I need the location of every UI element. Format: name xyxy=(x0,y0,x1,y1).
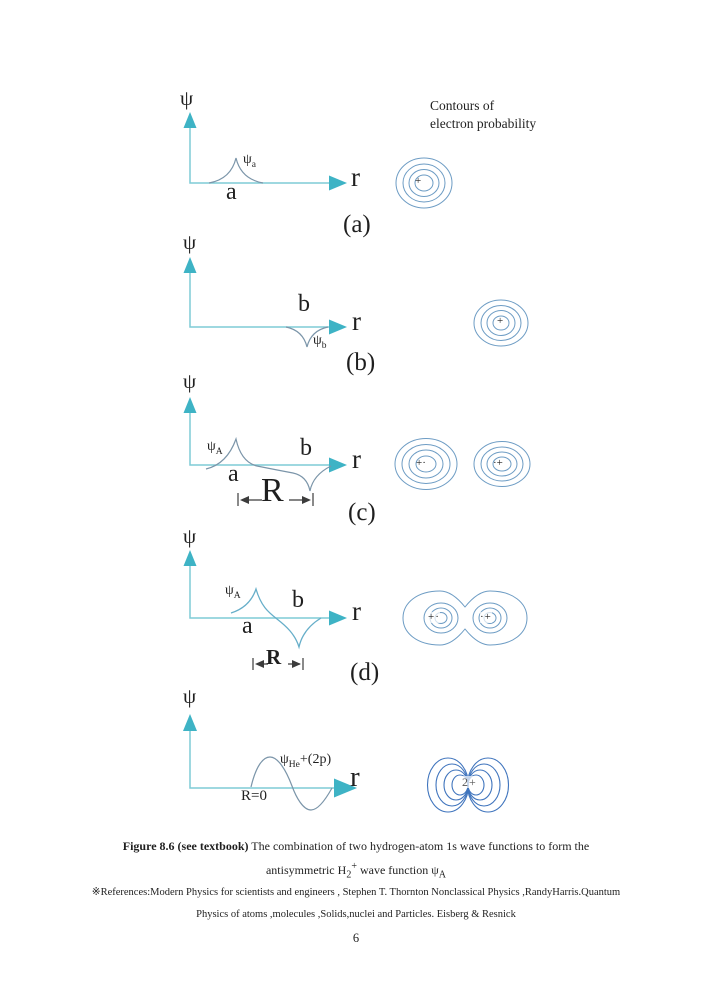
panel-d-axes xyxy=(184,550,348,626)
figure-caption-line2 xyxy=(0,861,712,881)
psi-axis-arrow-icon xyxy=(184,257,197,273)
panel-c-separation-label: R xyxy=(261,472,284,509)
page-number: 6 xyxy=(352,931,360,945)
panel-c-atom-a-label: a xyxy=(228,461,239,487)
r-axis-arrow-icon xyxy=(329,611,347,626)
panel-d-separation-label: R xyxy=(266,645,282,669)
psi-subscript: a xyxy=(251,159,256,170)
panel-c-nucleus-right-marker: ·+ xyxy=(493,457,503,469)
panel-a-probability-contours xyxy=(396,158,452,208)
panel-c-r-axis-label: r xyxy=(352,444,361,474)
r-axis-arrow-icon xyxy=(329,176,347,191)
panel-c-nucleus-left-marker: +· xyxy=(416,457,426,469)
panel-c-wave-label xyxy=(207,439,223,457)
panel-b-tag: (b) xyxy=(346,349,376,376)
psi-subscript: b xyxy=(321,340,327,351)
figure-caption-text: The combination of two hydrogen-atom 1s wave functions to form the xyxy=(248,839,590,853)
orbital-state: (2p) xyxy=(307,752,332,767)
panel-a-r-axis-label: r xyxy=(351,162,360,192)
panel-b-r-axis-label: r xyxy=(352,306,361,336)
h2-superscript: + xyxy=(351,861,357,872)
panel-e-r-axis-label: r xyxy=(350,761,360,793)
panel-b-wave-label xyxy=(313,333,327,351)
panel-a-axes xyxy=(184,112,348,191)
h2-subscript: 2 xyxy=(346,869,352,881)
panel-c-atom-b-label: b xyxy=(300,435,312,461)
psi-subscript: A xyxy=(215,446,223,457)
psi-symbol: ψ xyxy=(207,439,216,454)
panel-b-nucleus-marker: + xyxy=(497,315,504,327)
panel-a-atom-label: a xyxy=(226,179,237,205)
panel-b-psi-axis-label: ψ xyxy=(183,230,197,254)
panel-c-probability-contours-left xyxy=(395,439,457,490)
psi-axis-arrow-icon xyxy=(183,714,197,731)
panel-d-wave-label xyxy=(225,583,241,601)
psi-axis-arrow-icon xyxy=(184,112,197,128)
panel-d-nucleus-left-marker: +· xyxy=(428,611,440,623)
r-axis-arrow-icon xyxy=(329,458,347,473)
psi-symbol: ψ xyxy=(313,333,322,348)
panel-d-psi-axis-label: ψ xyxy=(183,524,197,548)
psi-symbol: ψ xyxy=(225,583,234,598)
psi-axis-arrow-icon xyxy=(184,397,197,413)
r-axis-arrow-icon xyxy=(329,320,347,335)
panel-e-psi-axis-label: ψ xyxy=(183,684,197,708)
psi-subscript: He xyxy=(288,759,300,770)
psi-symbol: ψ xyxy=(280,752,289,767)
panel-e-separation-label: R=0 xyxy=(241,788,267,804)
panel-c-tag: (c) xyxy=(348,499,376,526)
panel-a-nucleus-marker: + xyxy=(415,175,422,187)
panel-d-r-axis-label: r xyxy=(352,596,361,626)
psi-axis-arrow-icon xyxy=(184,550,197,566)
figure-caption-line1 xyxy=(0,840,712,854)
references-line1: ※References:Modern Physics for scientists and engineers , Stephen T. Thornton Nonclassical Physics ,RandyHarris.Quantum xyxy=(91,887,621,898)
panel-d-nucleus-right-marker: ·+ xyxy=(480,611,492,623)
contours-heading-line2: electron probability xyxy=(430,116,537,131)
psi-subscript: A xyxy=(233,590,241,601)
caption-wavefunction-text: wave function ψ xyxy=(356,863,439,877)
panel-b-atom-label: b xyxy=(298,291,310,317)
references-line2: Physics of atoms ,molecules ,Solids,nuclei and Particles. Eisberg & Resnick xyxy=(196,909,516,920)
caption-antisymmetric-text: antisymmetric H xyxy=(265,863,347,877)
psi-a-subscript: A xyxy=(438,869,447,881)
panel-e-wave-label xyxy=(280,752,332,770)
panel-a-psi-axis-label: ψ xyxy=(180,86,194,110)
panel-d-atom-b-label: b xyxy=(292,587,304,613)
plus-symbol: + xyxy=(299,752,308,767)
panel-d-probability-contours xyxy=(403,591,527,645)
panel-c-axes xyxy=(184,397,348,473)
panel-b-axes xyxy=(184,257,348,335)
contours-heading-line1: Contours of xyxy=(430,98,495,113)
psi-symbol: ψ xyxy=(243,152,252,167)
panel-d-atom-a-label: a xyxy=(242,613,253,639)
panel-c-psi-axis-label: ψ xyxy=(183,369,197,393)
panel-d-tag: (d) xyxy=(350,659,380,686)
figure-caption-bold: Figure 8.6 (see textbook) xyxy=(122,839,249,853)
panel-a-tag: (a) xyxy=(343,211,371,238)
panel-a-wave-label xyxy=(243,152,256,170)
panel-e-nucleus-marker: 2+ xyxy=(462,775,477,789)
